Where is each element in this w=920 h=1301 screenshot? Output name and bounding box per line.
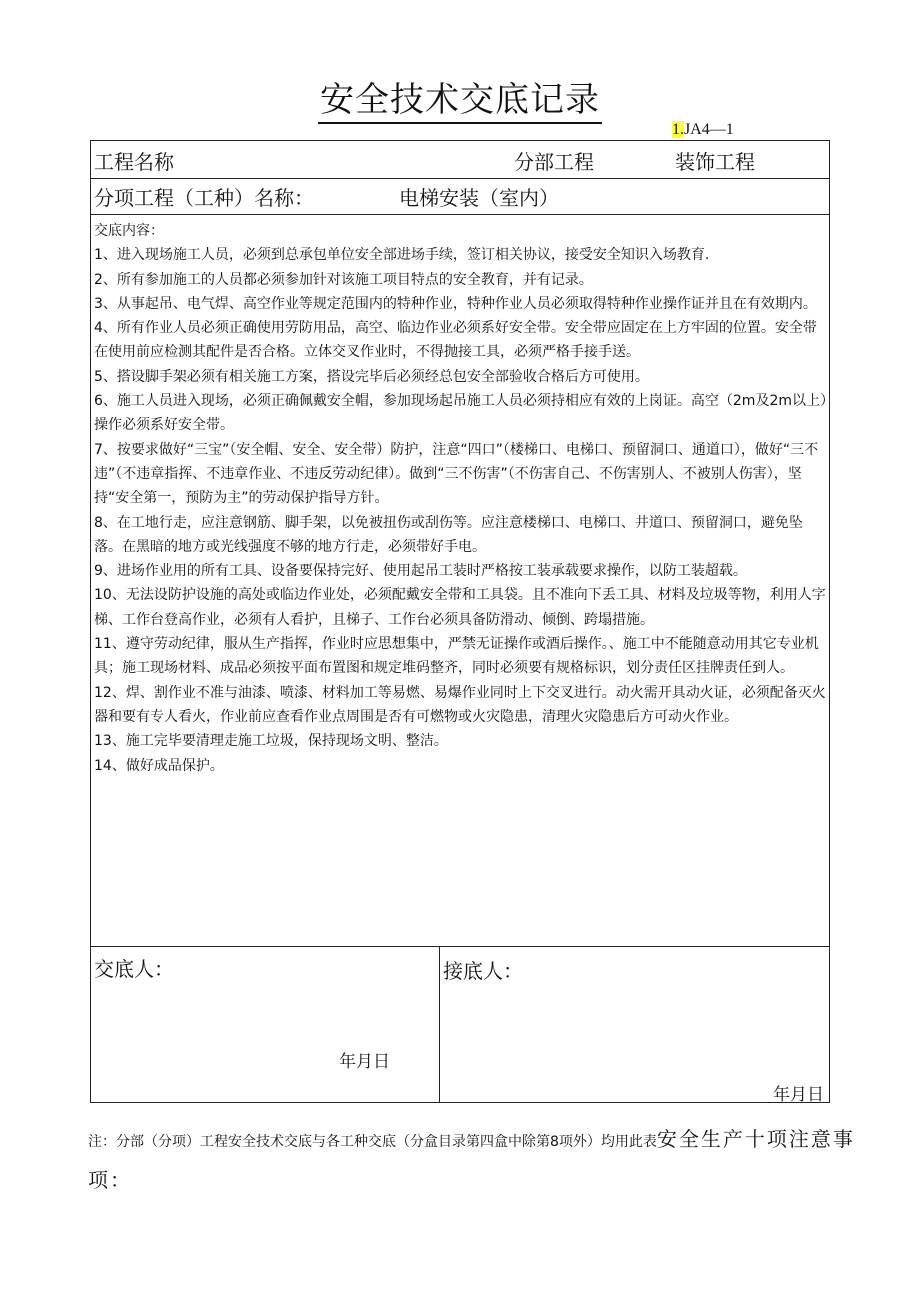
sub-project-label: 分部工程 [514, 150, 594, 174]
content-item: 9、进场作业用的所有工具、设备要保持完好、使用起吊工装时严格按工装承载要求操作，以防工装超载。 [94, 563, 747, 580]
form-code [672, 121, 734, 139]
form-code-number: JA4—1 [684, 121, 734, 138]
sub-project-value: 装饰工程 [675, 150, 755, 174]
content-item: 8、在工地行走，应注意钢筋、脚手架，以免被扭伤或刮伤等。应注意楼梯口、电梯口、井道口、预留洞口，避免坠落。在黑暗的地方或光线强度不够的地方行走，必须带好手电。 [94, 514, 803, 555]
giver-date: 年月日 [339, 1052, 390, 1072]
content-item: 1、进入现场施工人员，必须到总承包单位安全部进场手续，签订相关协议，接受安全知识入场教育. [94, 247, 710, 264]
content-heading: 交底内容： [94, 223, 164, 239]
footnote-text: 注：分部（分项）工程安全技术交底与各工种交底（分盒目录第四盒中除第8项外）均用此表 [88, 1134, 657, 1150]
content-item: 5、搭设脚手架必须有相关施工方案，搭设完毕后必须经总包安全部验收合格后方可使用。 [94, 368, 649, 385]
giver-label: 交底人： [94, 957, 174, 981]
item-name-label: 分项工程（工种）名称： [94, 186, 314, 210]
content-item: 13、施工完毕要清理走施工垃圾，保持现场文明、整洁。 [94, 733, 448, 750]
content-item: 6、施工人员进入现场，必须正确佩戴安全帽，参加现场起吊施工人员必须持相应有效的上岗证。高空（2m及2m以上）操作必须系好安全带。 [94, 393, 827, 434]
content-item: 4、所有作业人员必须正确使用劳防用品，高空、临边作业必须系好安全带。安全带应固定在上方牢固的位置。安全带在使用前应检测其配件是否合格。立体交叉作业时，不得抛接工具，必须严格手接手送。 [94, 320, 817, 361]
footnote-heading: 安全生产十项注意事项： [88, 1127, 855, 1192]
receiver-label: 接底人： [443, 959, 523, 983]
receiver-date: 年月日 [773, 1085, 824, 1105]
content-item: 11、遵守劳动纪律，服从生产指挥，作业时应思想集中，严禁无证操作或酒后操作。、施工中不能随意动用其它专业机具；施工现场材料、成品必须按平面布置图和规定堆码整齐，同时必须要有规格标识，划分责任区挂牌责任到人。 [94, 636, 819, 677]
disclosure-form-table [90, 140, 830, 1103]
item-name-value: 电梯安装（室内） [399, 186, 559, 210]
row-divider-3 [91, 946, 829, 947]
signature-divider [439, 946, 440, 1103]
content-item: 12、焊、割作业不准与油漆、喷漆、材料加工等易燃、易爆作业同时上下交叉进行。动火需开具动火证，必须配备灭火器和要有专人看火，作业前应查看作业点周围是否有可燃物或火灾隐患，清理火灾隐患后方可动火作业。 [94, 684, 826, 725]
content-item: 2、所有参加施工的人员都必须参加针对该施工项目特点的安全教育，并有记录。 [94, 271, 593, 288]
content-item: 10、无法设防护设施的高处或临边作业处，必须配戴安全带和工具袋。且不准向下丢工具、材料及垃圾等物，利用人字梯、工作台登高作业，必须有人看护，且梯子、工作台必须具备防滑动、倾倒、跨塌措施。 [94, 587, 826, 628]
content-item: 14、做好成品保护。 [94, 757, 224, 774]
project-name-label: 工程名称 [94, 150, 174, 174]
content-item: 7、按要求做好“三宝”（安全帽、安全、安全带）防护，注意“四口”（楼梯口、电梯口、预留洞口、通道口），做好“三不违”（不违章指挥、不违章作业、不违反劳动纪律）。做到“三不伤害”（不伤害自己、不伤害别人、不被别人伤害），坚持“安全第一，预防为主”的劳动保护指导方针。 [94, 441, 819, 507]
row-divider-2 [91, 214, 829, 215]
row-divider-1 [91, 178, 829, 179]
footnote [88, 1120, 868, 1201]
form-code-prefix: 1. [672, 121, 684, 138]
disclosure-content [94, 219, 828, 778]
document-title: 安全技术交底记录 [0, 72, 920, 121]
content-item: 3、从事起吊、电气焊、高空作业等规定范围内的特种作业，特种作业人员必须取得特种作业操作证并且在有效期内。 [94, 295, 817, 312]
